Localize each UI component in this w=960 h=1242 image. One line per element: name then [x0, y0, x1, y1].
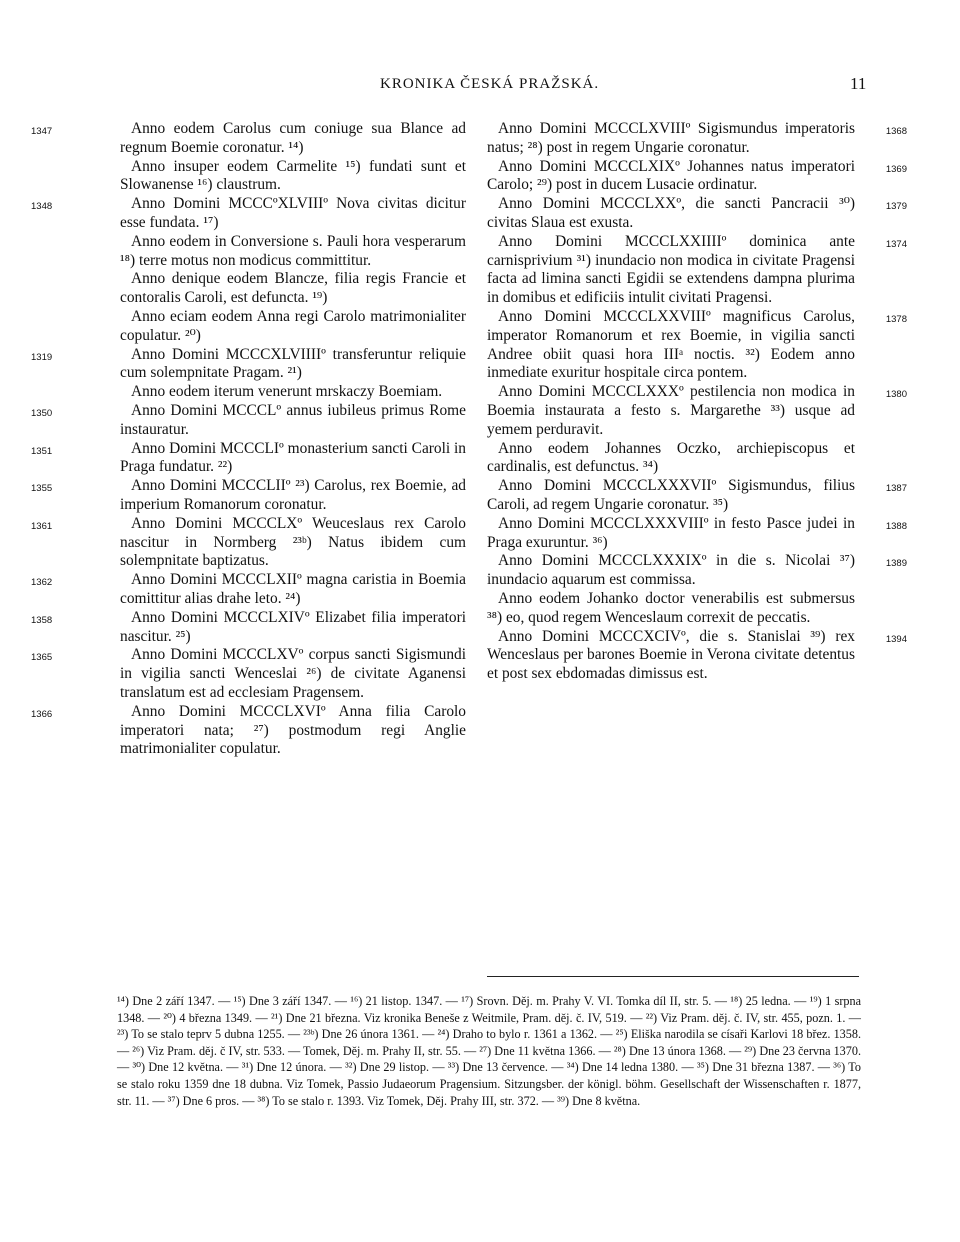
- chronicle-entry: [31, 646, 466, 702]
- margin-year: 1369: [885, 163, 907, 175]
- chronicle-entry: [31, 608, 466, 647]
- chronicle-entry: [120, 270, 466, 308]
- entry-text: Anno Domini MCCCLXIXº Johannes natus imperatori Carolo; ²⁹) post in ducem Lusacie ordinatur.: [487, 157, 855, 194]
- entry-text: Anno Domini MCCCLXXº, die sancti Pancracii ³⁰) civitas Slaua est exusta.: [487, 195, 855, 231]
- chronicle-entry: [487, 440, 855, 478]
- entry-text: Anno eodem Carolus cum coniuge sua Blance ad regnum Boemie coronatur. ¹⁴): [120, 120, 466, 156]
- entry-text: Anno Domini MCCCLXXIIIIº dominica ante carnisprivium ³¹) inundacio non modica in civitate Pragensi facta ad limina sancti Egidii se extendens dampna plurima in domibus et edificiis intulit civitati Pragensi.: [487, 232, 855, 307]
- margin-year: 1389: [885, 558, 907, 570]
- margin-year: 1388: [885, 520, 907, 532]
- entry-text: Anno Domini MCCCXLVIIIIº transferuntur reliquie cum solempnitate Pragam. ²¹): [120, 345, 466, 382]
- footnote-rule: [487, 976, 859, 977]
- chronicle-entry: [487, 307, 907, 383]
- margin-year: 1365: [31, 652, 53, 664]
- running-title: KRONIKA ČESKÁ PRAŽSKÁ.: [380, 76, 600, 92]
- entry-text: Anno Domini MCCCLXXXVIIIº in festo Pasce judei in Praga exuruntur. ³⁶): [487, 514, 855, 551]
- entry-text: Anno Domini MCCCLIº monasterium sancti Caroli in Praga fundatur. ²²): [120, 439, 466, 476]
- chronicle-entry: [31, 120, 466, 158]
- chronicle-entry: [487, 157, 907, 196]
- chronicle-entry: [31, 401, 466, 440]
- entry-text: Anno Domini MCCCºXLVIIIº Nova civitas dicitur esse fundata. ¹⁷): [120, 195, 466, 231]
- entry-text: Anno insuper eodem Carmelite ¹⁵) fundati sunt et Slowanense ¹⁶) claustrum.: [120, 157, 466, 194]
- right-column: [487, 120, 907, 684]
- margin-year: 1348: [31, 201, 53, 213]
- chronicle-entry: [487, 514, 907, 553]
- chronicle-entry: [31, 571, 466, 609]
- margin-year: 1378: [885, 313, 907, 325]
- entry-text: Anno Domini MCCCLXXXIXº in die s. Nicolai ³⁷) inundacio aquarum est commissa.: [487, 552, 855, 589]
- margin-year: 1368: [885, 126, 907, 137]
- chronicle-entry: [487, 590, 855, 628]
- margin-year: 1347: [31, 126, 53, 137]
- entry-text: Anno Domini MCCCXCIVº, die s. Stanislai ³⁹) rex Wenceslaus per barones Boemie in Verona civitate detentus et post sex ebdomadas dimissus est.: [487, 627, 855, 683]
- margin-year: 1358: [31, 614, 53, 626]
- entry-text: Anno eciam eodem Anna regi Carolo matrimonialiter copulatur. ²⁰): [120, 307, 466, 344]
- entry-text: Anno Domini MCCCLXIIº magna caristia in Boemia comittitur alias drahe leto. ²⁴): [120, 571, 466, 607]
- margin-year: 1387: [885, 483, 907, 495]
- chronicle-entry: [120, 233, 466, 271]
- margin-year: 1394: [885, 633, 907, 645]
- chronicle-entry: [31, 195, 466, 233]
- chronicle-entry: [31, 439, 466, 478]
- chronicle-entry: [31, 477, 466, 515]
- margin-year: 1366: [31, 708, 53, 720]
- entry-text: Anno Domini MCCCLXVº corpus sancti Sigismundi in vigilia sancti Wenceslai ²⁶) de civitate Aganensi translatum est ad ecclesiam Pragensem.: [120, 646, 466, 701]
- chronicle-entry: [487, 232, 907, 308]
- chronicle-entry: [487, 627, 907, 684]
- entry-text: Anno Domini MCCCLXVIº Anna filia Carolo imperatori nata; ²⁷) postmodum regi Anglie matrimonialiter copulatur.: [120, 702, 466, 758]
- chronicle-entry: [487, 120, 907, 158]
- entry-text: Anno Domini MCCCLº annus iubileus primus Rome instauratur.: [120, 401, 466, 438]
- entry-text: Anno Domini MCCCLXXVIIIº magnificus Carolus, imperator Romanorum et rex Boemie, in vigilia sancti Andree obiit quasi hora IIIᵃ noctis. ³²) Eodem anno inmediate exuritur hospitale circa pontem.: [487, 307, 855, 382]
- chronicle-entry: [487, 383, 907, 439]
- entry-text: Anno eodem in Conversione s. Pauli hora vesperarum ¹⁸) terre motus non modicus committitur.: [120, 232, 466, 269]
- margin-year: 1362: [31, 577, 53, 589]
- margin-year: 1319: [31, 351, 53, 363]
- chronicle-entry: [120, 308, 466, 346]
- entry-text: Anno Domini MCCCLXXXº pestilencia non modica in Boemia instaurata a festo s. Margarethe ³³) usque ad yemem perduravit.: [487, 383, 855, 438]
- chronicle-entry: [120, 383, 466, 402]
- chronicle-entry: [31, 514, 466, 571]
- entry-text: Anno Domini MCCCLXIVº Elizabet filia imperatori nascitur. ²⁵): [120, 608, 466, 645]
- page-header: [370, 76, 870, 100]
- entry-text: Anno denique eodem Blancze, filia regis Francie et contoralis Caroli, est defuncta. ¹⁹): [120, 270, 466, 307]
- page-number: 11: [850, 74, 867, 93]
- chronicle-entry: [487, 477, 907, 515]
- entry-text: Anno eodem iterum venerunt mrskaczy Boemiam.: [131, 383, 443, 401]
- entry-text: Anno eodem Johannes Oczko, archiepiscopus et cardinalis, est defunctus. ³⁴): [487, 439, 855, 476]
- entry-text: Anno Domini MCCCLXº Weuceslaus rex Carolo nascitur in Normberg ²³ᵇ) Natus ibidem cum solempnitate baptizatus.: [120, 514, 466, 570]
- margin-year: 1351: [31, 445, 53, 457]
- margin-year: 1379: [885, 201, 907, 213]
- entry-text: Anno Domini MCCCLIIº ²³) Carolus, rex Boemie, ad imperium Romanorum coronatur.: [120, 477, 466, 513]
- entry-text: Anno eodem Johanko doctor venerabilis est submersus ³⁸) eo, quod regem Wenceslaum correxit de peccatis.: [487, 589, 855, 626]
- margin-year: 1380: [885, 389, 907, 401]
- chronicle-entry: [31, 702, 466, 759]
- entry-text: Anno Domini MCCCLXXXVIIº Sigismundus, filius Caroli, ad regem Ungarie coronatur. ³⁵): [487, 477, 855, 513]
- margin-year: 1355: [31, 483, 53, 495]
- chronicle-entry: [120, 158, 466, 196]
- chronicle-entry: [31, 345, 466, 384]
- entry-text: Anno Domini MCCCLXVIIIº Sigismundus imperatoris natus; ²⁸) post in regem Ungarie coronatur.: [487, 120, 855, 156]
- margin-year: 1361: [31, 520, 53, 532]
- footnotes: ¹⁴) Dne 2 září 1347. — ¹⁵) Dne 3 září 1347. — ¹⁶) 21 listop. 1347. — ¹⁷) Srovn. Děj. m. Prahy V. VI. Tomka díl II, str. 5. — ¹⁸) 25 ledna. — ¹⁹) 1 srpna 1348. — ²⁰) 4 března 1349. — ²¹) Dne 21 března. Viz kronika Beneše z Weitmile, Pram. děj. č. IV, 519. — ²²) Viz Pram. děj. č. IV, str. 455, pozn. 1. — ²³) To se stalo teprv 5 dubna 1255. — ²³ᵇ) Dne 26 února 1361. — ²⁴) Draho to bylo r. 1361 a 1362. — ²⁵) Eliška narodila se císaři Karlovi 18 břez. 1358. — ²⁶) Viz Pram. děj. č IV, str. 533. — Tomek, Děj. m. Prahy II, str. 55. — ²⁷) Dne 11 května 1366. — ²⁸) Dne 13 února 1368. — ²⁹) Dne 23 června 1370. — ³⁰) Dne 12 května. — ³¹) Dne 12 února. — ³²) Dne 29 listop. — ³³) Dne 13 července. — ³⁴) Dne 14 ledna 1380. — ³⁵) Dne 31 března 1387. — ³⁶) To se stalo roku 1359 dne 18 dubna. Viz Tomek, Passio Judaeorum Pragensium. Sitzungsber. der königl. böhm. Gesellschaft der Wissenschaften r. 1877, str. 11. — ³⁷) Dne 6 pros. — ³⁸) To se stalo r. 1393. Viz Tomek, Děj. Prahy III, str. 372. — ³⁹) Dne 8 května.: [117, 994, 861, 1108]
- left-column: [31, 120, 466, 759]
- margin-year: 1374: [885, 238, 907, 250]
- chronicle-entry: [487, 552, 907, 590]
- margin-year: 1350: [31, 407, 53, 419]
- chronicle-entry: [487, 195, 907, 233]
